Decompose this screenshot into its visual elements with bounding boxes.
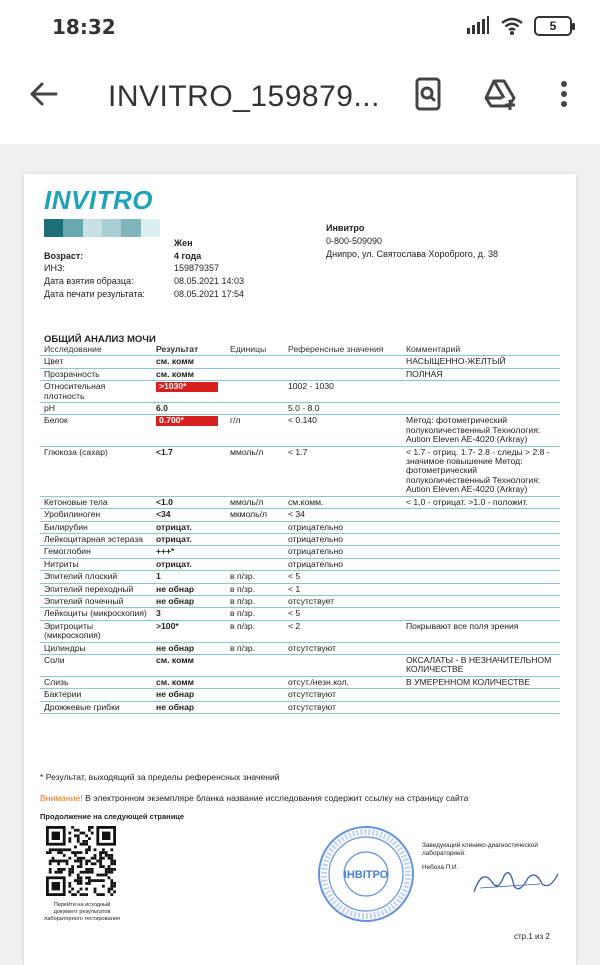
results-table bbox=[40, 344, 560, 714]
cell-comment bbox=[402, 608, 560, 620]
cell-units: г/л bbox=[226, 415, 284, 446]
invitro-logo: INVITRO bbox=[44, 185, 153, 215]
cell-ref: отсутствуют bbox=[284, 642, 402, 654]
cell-units: ммоль/л bbox=[226, 496, 284, 508]
cell-name: Кетоновые тела bbox=[40, 496, 152, 508]
cell-ref: отрицательно bbox=[284, 533, 402, 545]
cell-units bbox=[226, 381, 284, 403]
add-to-drive-icon[interactable] bbox=[482, 76, 518, 112]
table-row bbox=[40, 381, 560, 403]
wifi-icon bbox=[500, 16, 524, 36]
cell-ref: < 2 bbox=[284, 620, 402, 642]
cell-comment bbox=[402, 571, 560, 583]
cell-result: отрицат. bbox=[152, 558, 226, 570]
cell-result: 1 bbox=[152, 571, 226, 583]
cell-units: в п/зр. bbox=[226, 608, 284, 620]
cell-units bbox=[226, 368, 284, 380]
cell-ref: отрицательно bbox=[284, 558, 402, 570]
cell-comment bbox=[402, 403, 560, 415]
cell-comment: Покрывают все поля зрения bbox=[402, 620, 560, 642]
cell-name: Эпителий плоский bbox=[40, 571, 152, 583]
cell-name: Белок bbox=[40, 415, 152, 446]
cell-result bbox=[152, 381, 226, 403]
table-row bbox=[40, 356, 560, 368]
print-date-value: 08.05.2021 17:54 bbox=[174, 289, 245, 299]
table-row bbox=[40, 620, 560, 642]
flagged-result: >1030* bbox=[156, 382, 218, 391]
cell-ref: < 5 bbox=[284, 608, 402, 620]
signature-name: Небоха П.И. bbox=[422, 864, 459, 872]
redacted-name-bar bbox=[44, 219, 160, 237]
table-row bbox=[40, 496, 560, 508]
lab-phone: 0-800-509090 bbox=[326, 236, 383, 246]
page-number: стр.1 из 2 bbox=[514, 932, 550, 941]
cell-comment bbox=[402, 509, 560, 521]
cell-ref: отрицательно bbox=[284, 546, 402, 558]
status-bar bbox=[0, 0, 600, 52]
cell-ref: отсутствуют bbox=[284, 701, 402, 713]
section-title: ОБЩИЙ АНАЛИЗ МОЧИ bbox=[44, 334, 156, 345]
warning-note bbox=[40, 793, 468, 803]
cell-name: Цилиндры bbox=[40, 642, 152, 654]
cell-ref: < 0.140 bbox=[284, 415, 402, 446]
warning-label: Внимание! bbox=[40, 793, 83, 803]
table-row bbox=[40, 583, 560, 595]
cell-ref bbox=[284, 356, 402, 368]
table-row bbox=[40, 446, 560, 496]
cell-result: >100* bbox=[152, 620, 226, 642]
cell-result: не обнар bbox=[152, 642, 226, 654]
cell-units: мкмоль/л bbox=[226, 509, 284, 521]
cell-name: Бактерии bbox=[40, 689, 152, 701]
cell-ref: см.комм. bbox=[284, 496, 402, 508]
table-row bbox=[40, 595, 560, 607]
table-header-row bbox=[40, 344, 560, 356]
table-row bbox=[40, 509, 560, 521]
app-bar bbox=[0, 52, 600, 144]
column-header: Единицы bbox=[226, 344, 284, 356]
cell-ref: отсутствуют bbox=[284, 689, 402, 701]
table-row bbox=[40, 546, 560, 558]
handwritten-signature bbox=[470, 864, 560, 900]
cell-result: см. комм bbox=[152, 676, 226, 688]
cell-comment: В УМЕРЕННОМ КОЛИЧЕСТВЕ bbox=[402, 676, 560, 688]
document-title: INVITRO_159879... bbox=[108, 80, 380, 113]
cell-comment: ОКСАЛАТЫ - В НЕЗНАЧИТЕЛЬНОМ КОЛИЧЕСТВЕ bbox=[402, 654, 560, 676]
stamp-text: ІНВІТРО bbox=[343, 869, 389, 881]
cell-name: Дрожжевые грибки bbox=[40, 701, 152, 713]
cell-units bbox=[226, 689, 284, 701]
inz-label: ИНЗ: bbox=[44, 263, 65, 273]
battery-icon bbox=[534, 16, 572, 36]
qr-caption: Перейти на исходный документ результатов лабораторного тестирования bbox=[44, 902, 120, 922]
cell-result: не обнар bbox=[152, 689, 226, 701]
table-row bbox=[40, 689, 560, 701]
signal-icon bbox=[466, 16, 490, 36]
cell-result: 6.0 bbox=[152, 403, 226, 415]
column-header: Комментарий bbox=[402, 344, 560, 356]
cell-units bbox=[226, 676, 284, 688]
patient-sex: Жен bbox=[174, 238, 193, 248]
column-header: Результат bbox=[152, 344, 226, 356]
footnote: * Результат, выходящий за пределы референсных значений bbox=[40, 772, 280, 782]
table-row bbox=[40, 608, 560, 620]
cell-name: Уробилиноген bbox=[40, 509, 152, 521]
cell-ref: < 1.7 bbox=[284, 446, 402, 496]
cell-comment: ПОЛНАЯ bbox=[402, 368, 560, 380]
cell-name: Гемоглобин bbox=[40, 546, 152, 558]
sample-date-value: 08.05.2021 14:03 bbox=[174, 276, 245, 286]
cell-name: Относительная плотность bbox=[40, 381, 152, 403]
cell-comment bbox=[402, 533, 560, 545]
cell-comment: < 1,0 - отрицат. >1.0 - положит. bbox=[402, 496, 560, 508]
table-row bbox=[40, 676, 560, 688]
cell-result: <34 bbox=[152, 509, 226, 521]
cell-units bbox=[226, 701, 284, 713]
cell-name: Эритроциты (микроскопия) bbox=[40, 620, 152, 642]
cell-ref: 5.0 - 8.0 bbox=[284, 403, 402, 415]
cell-name: pH bbox=[40, 403, 152, 415]
search-document-icon[interactable] bbox=[410, 76, 446, 112]
battery-level: 5 bbox=[549, 19, 557, 33]
cell-units bbox=[226, 546, 284, 558]
cell-ref: отсутствует bbox=[284, 595, 402, 607]
column-header: Референсные значения bbox=[284, 344, 402, 356]
cell-name: Соли bbox=[40, 654, 152, 676]
cell-units: в п/зр. bbox=[226, 642, 284, 654]
column-header: Исследование bbox=[40, 344, 152, 356]
cell-ref: отрицательно bbox=[284, 521, 402, 533]
age-label: Возраст: bbox=[44, 251, 84, 261]
cell-comment bbox=[402, 595, 560, 607]
table-row bbox=[40, 521, 560, 533]
cell-result: не обнар bbox=[152, 701, 226, 713]
cell-result: +++* bbox=[152, 546, 226, 558]
cell-name: Эпителий почечный bbox=[40, 595, 152, 607]
clock: 18:32 bbox=[52, 15, 116, 39]
inz-value: 159879357 bbox=[174, 263, 220, 273]
lab-stamp bbox=[316, 824, 416, 924]
cell-units bbox=[226, 521, 284, 533]
status-icons bbox=[466, 14, 572, 38]
document-viewer[interactable] bbox=[0, 144, 600, 965]
lab-address: Днипро, ул. Святослава Хороброго, д. 38 bbox=[326, 249, 498, 259]
cell-result: отрицат. bbox=[152, 533, 226, 545]
cell-result: не обнар bbox=[152, 595, 226, 607]
table-row bbox=[40, 701, 560, 713]
cell-units: в п/зр. bbox=[226, 571, 284, 583]
cell-name: Слизь bbox=[40, 676, 152, 688]
cell-ref bbox=[284, 654, 402, 676]
cell-units: в п/зр. bbox=[226, 620, 284, 642]
cell-comment bbox=[402, 381, 560, 403]
cell-result: <1.0 bbox=[152, 496, 226, 508]
age-value: 4 года bbox=[174, 251, 202, 261]
cell-name: Лейкоцитарная эстераза bbox=[40, 533, 152, 545]
document-page bbox=[24, 174, 576, 965]
qr-code[interactable] bbox=[46, 826, 116, 896]
cell-result: отрицат. bbox=[152, 521, 226, 533]
more-options-icon[interactable] bbox=[552, 76, 576, 112]
cell-units bbox=[226, 403, 284, 415]
warning-text: В электронном экземпляре бланка название исследования содержит ссылку на страницу сайта bbox=[82, 793, 469, 803]
flagged-result: 0.700* bbox=[156, 416, 218, 425]
cell-name: Эпителий переходный bbox=[40, 583, 152, 595]
back-arrow-icon[interactable] bbox=[28, 78, 60, 110]
cell-comment bbox=[402, 689, 560, 701]
cell-result: <1.7 bbox=[152, 446, 226, 496]
continuation-note: Продолжение на следующей странице bbox=[40, 812, 185, 821]
cell-units bbox=[226, 533, 284, 545]
cell-name: Цвет bbox=[40, 356, 152, 368]
table-row bbox=[40, 654, 560, 676]
cell-name: Билирубин bbox=[40, 521, 152, 533]
sample-date-label: Дата взятия образца: bbox=[44, 276, 134, 286]
cell-ref: < 1 bbox=[284, 583, 402, 595]
cell-name: Прозрачность bbox=[40, 368, 152, 380]
cell-comment bbox=[402, 642, 560, 654]
cell-comment bbox=[402, 521, 560, 533]
cell-ref bbox=[284, 368, 402, 380]
table-row bbox=[40, 403, 560, 415]
cell-comment bbox=[402, 558, 560, 570]
cell-comment: НАСЫЩЕННО-ЖЕЛТЫЙ bbox=[402, 356, 560, 368]
cell-comment bbox=[402, 546, 560, 558]
cell-comment: < 1.7 - отриц. 1.7- 2.8 - следы > 2.8 - значимое повышение Метод: фотометрический полуколичественный Технология: Aution Eleven AE-4020 (Arkray) bbox=[402, 446, 560, 496]
cell-comment: Метод: фотометрический полуколичественный Технология: Aution Eleven AE-4020 (Arkray) bbox=[402, 415, 560, 446]
signature-title: Заведующий клинико-диагностической лабораторией: bbox=[422, 842, 538, 858]
cell-result: 3 bbox=[152, 608, 226, 620]
cell-name: Лейкоциты (микроскопия) bbox=[40, 608, 152, 620]
cell-result bbox=[152, 415, 226, 446]
table-row bbox=[40, 571, 560, 583]
table-row bbox=[40, 368, 560, 380]
cell-ref: 1002 - 1030 bbox=[284, 381, 402, 403]
print-date-label: Дата печати результата: bbox=[44, 289, 145, 299]
cell-comment bbox=[402, 583, 560, 595]
cell-name: Глюкоза (сахар) bbox=[40, 446, 152, 496]
cell-comment bbox=[402, 701, 560, 713]
table-row bbox=[40, 642, 560, 654]
cell-units: ммоль/л bbox=[226, 446, 284, 496]
cell-units: в п/зр. bbox=[226, 583, 284, 595]
cell-name: Нитриты bbox=[40, 558, 152, 570]
cell-ref: < 5 bbox=[284, 571, 402, 583]
table-row bbox=[40, 558, 560, 570]
cell-ref: < 34 bbox=[284, 509, 402, 521]
table-row bbox=[40, 533, 560, 545]
cell-units bbox=[226, 356, 284, 368]
cell-result: не обнар bbox=[152, 583, 226, 595]
cell-units bbox=[226, 558, 284, 570]
cell-ref: отсут./незн.кол. bbox=[284, 676, 402, 688]
lab-name: Инвитро bbox=[326, 223, 365, 233]
cell-result: см. комм bbox=[152, 654, 226, 676]
cell-result: см. комм bbox=[152, 356, 226, 368]
table-row bbox=[40, 415, 560, 446]
cell-units bbox=[226, 654, 284, 676]
cell-result: см. комм bbox=[152, 368, 226, 380]
cell-units: в п/зр. bbox=[226, 595, 284, 607]
